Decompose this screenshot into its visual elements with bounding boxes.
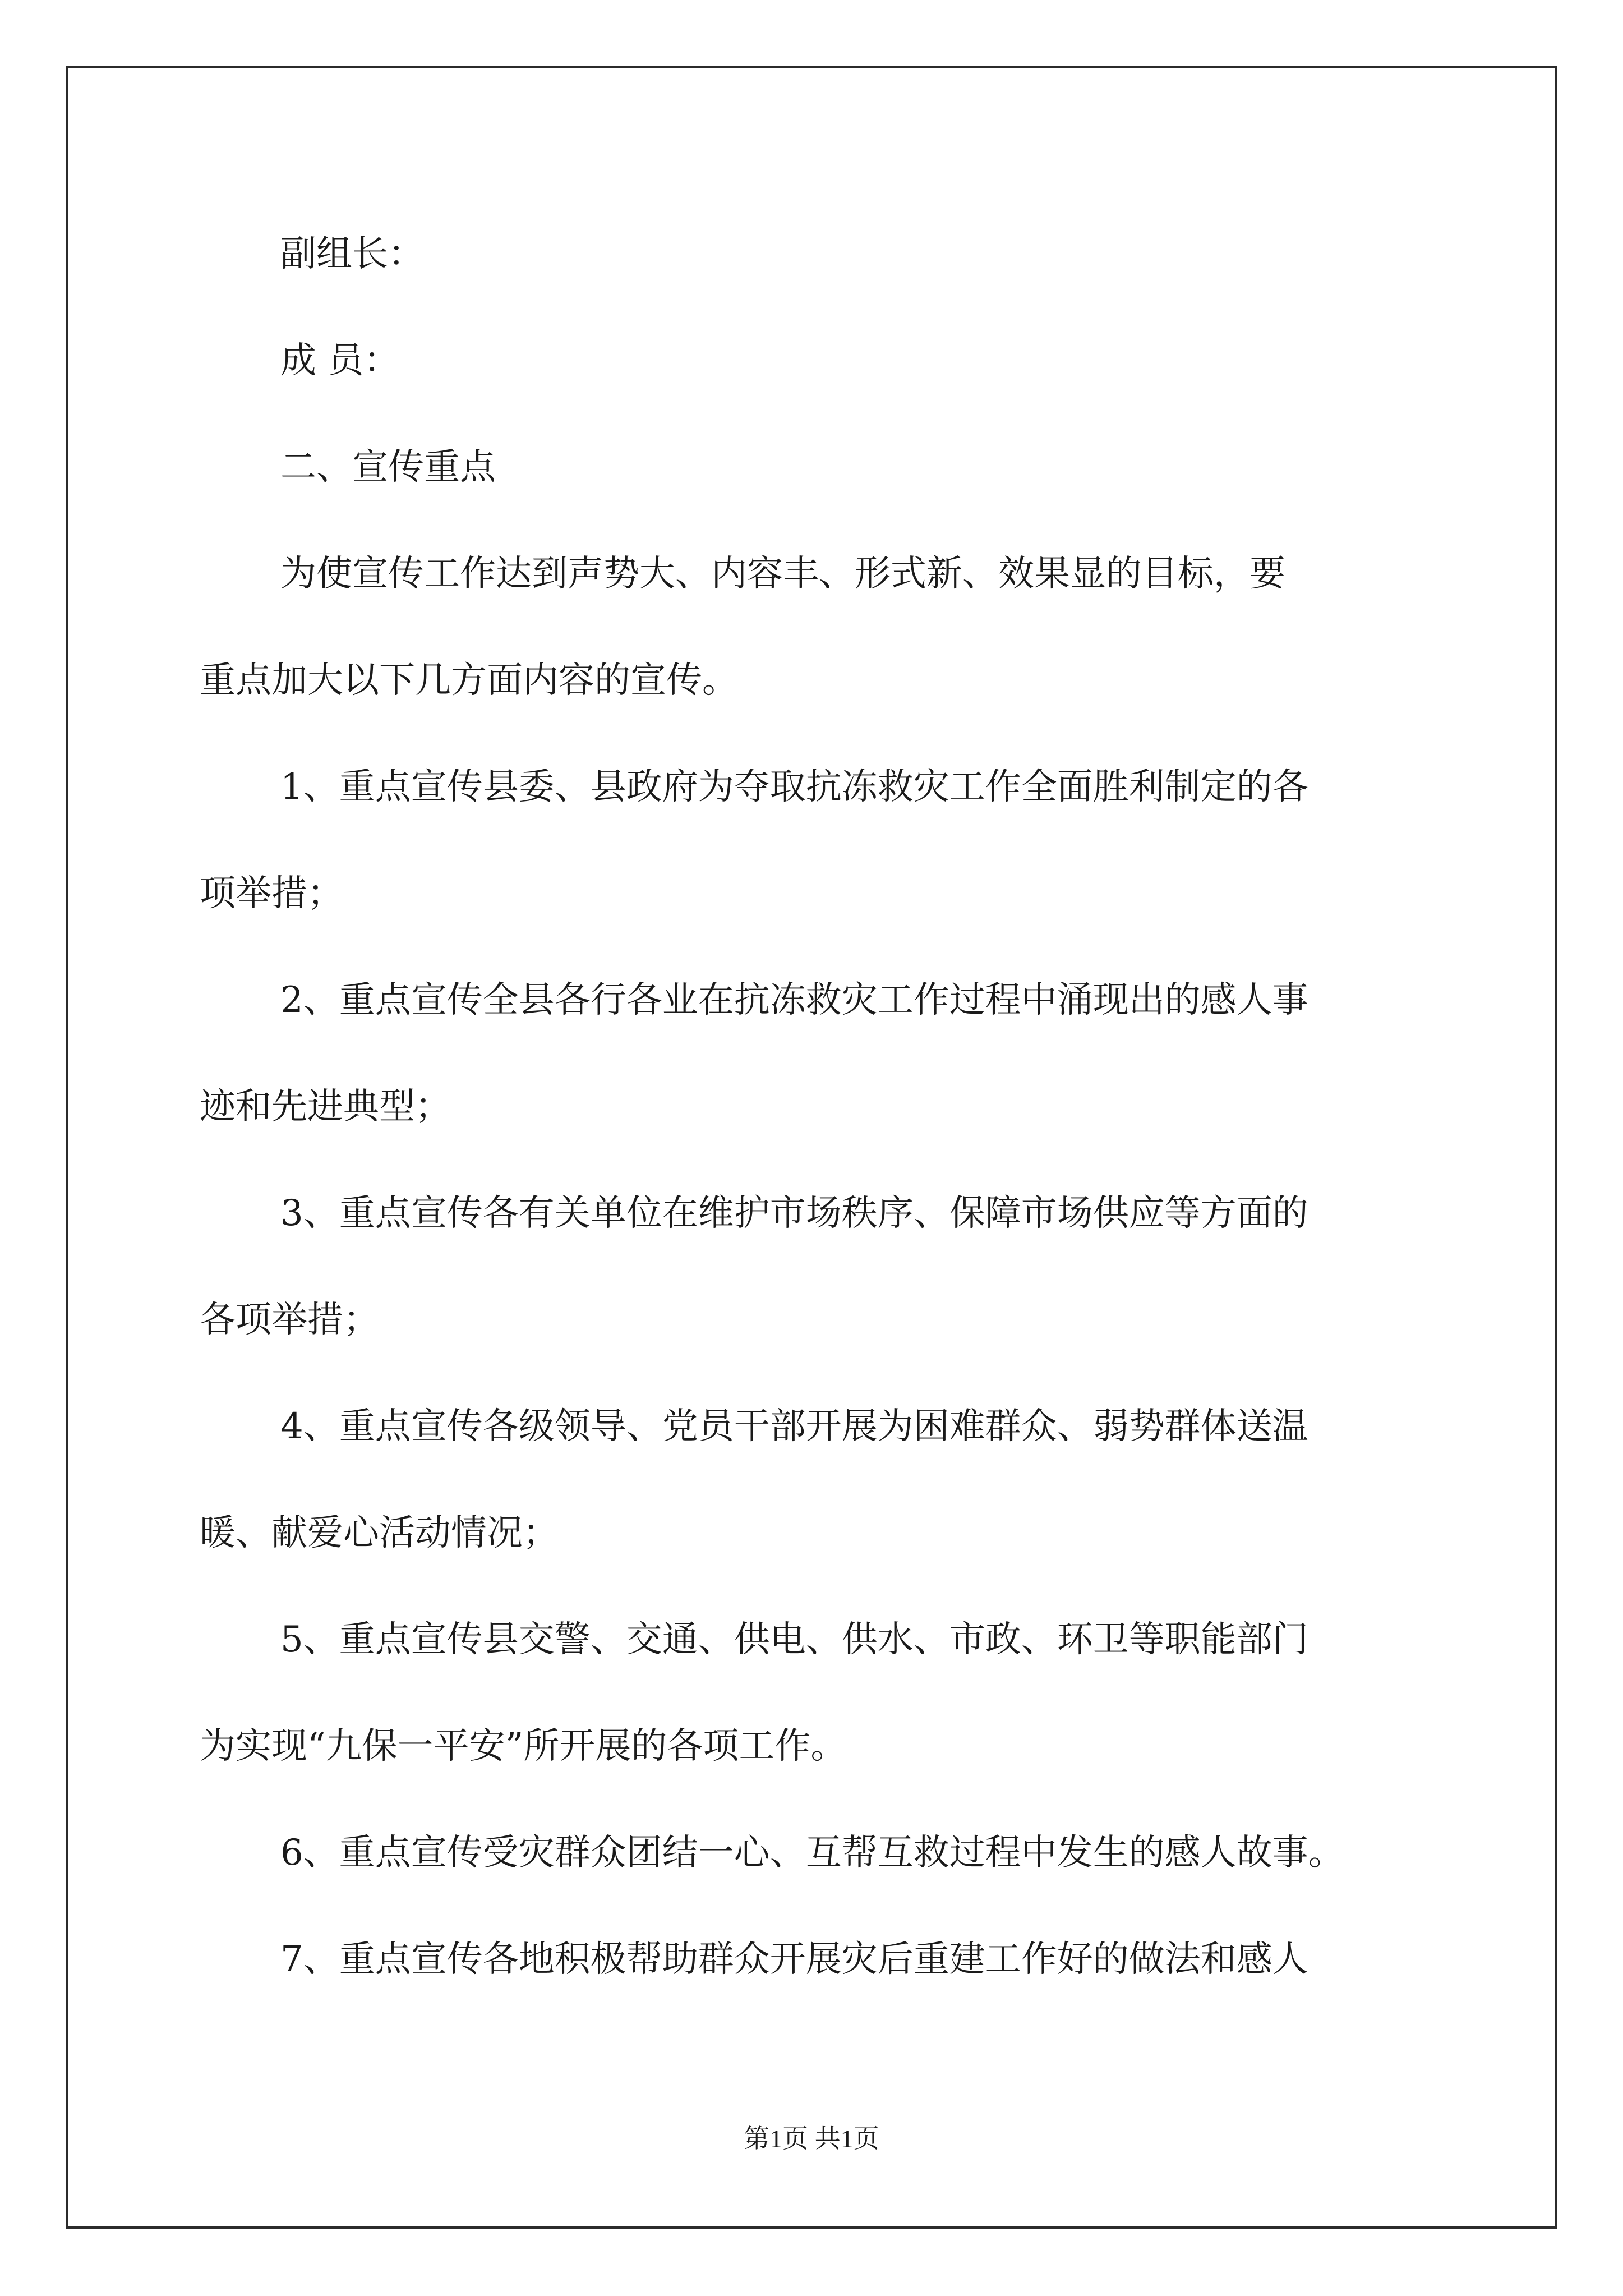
section-heading: 二、宣传重点	[280, 447, 496, 488]
item-5-line-1: 5、重点宣传县交警、交通、供电、供水、市政、环卫等职能部门	[280, 1619, 1308, 1660]
page-border	[66, 66, 1557, 2229]
item-1-line-2: 项举措；	[200, 873, 343, 914]
item-6-line-1: 6、重点宣传受灾群众团结一心、互帮互救过程中发生的感人故事。	[280, 1832, 1344, 1874]
paragraph-intro-line-2: 重点加大以下几方面内容的宣传。	[200, 660, 738, 701]
item-3-line-2: 各项举措；	[200, 1299, 379, 1341]
item-4-line-2: 暖、献爱心活动情况；	[200, 1512, 559, 1554]
paragraph-intro-line-1: 为使宣传工作达到声势大、内容丰、形式新、效果显的目标，要	[280, 553, 1285, 595]
item-7-line-1: 7、重点宣传各地积极帮助群众开展灾后重建工作好的做法和感人	[280, 1939, 1308, 1980]
deputy-leader-label: 副组长：	[280, 233, 424, 275]
item-2-line-2: 迹和先进典型；	[200, 1086, 451, 1128]
page-number: 第1页 共1页	[744, 2124, 879, 2153]
item-3-line-1: 3、重点宣传各有关单位在维护市场秩序、保障市场供应等方面的	[280, 1193, 1308, 1234]
item-1-line-1: 1、重点宣传县委、县政府为夺取抗冻救灾工作全面胜利制定的各	[280, 766, 1308, 808]
item-2-line-1: 2、重点宣传全县各行各业在抗冻救灾工作过程中涌现出的感人事	[280, 979, 1308, 1021]
item-4-line-1: 4、重点宣传各级领导、党员干部开展为困难群众、弱势群体送温	[280, 1406, 1308, 1447]
item-5-line-2: 为实现“九保一平安”所开展的各项工作。	[200, 1726, 847, 1767]
members-label: 成 员：	[280, 340, 400, 381]
